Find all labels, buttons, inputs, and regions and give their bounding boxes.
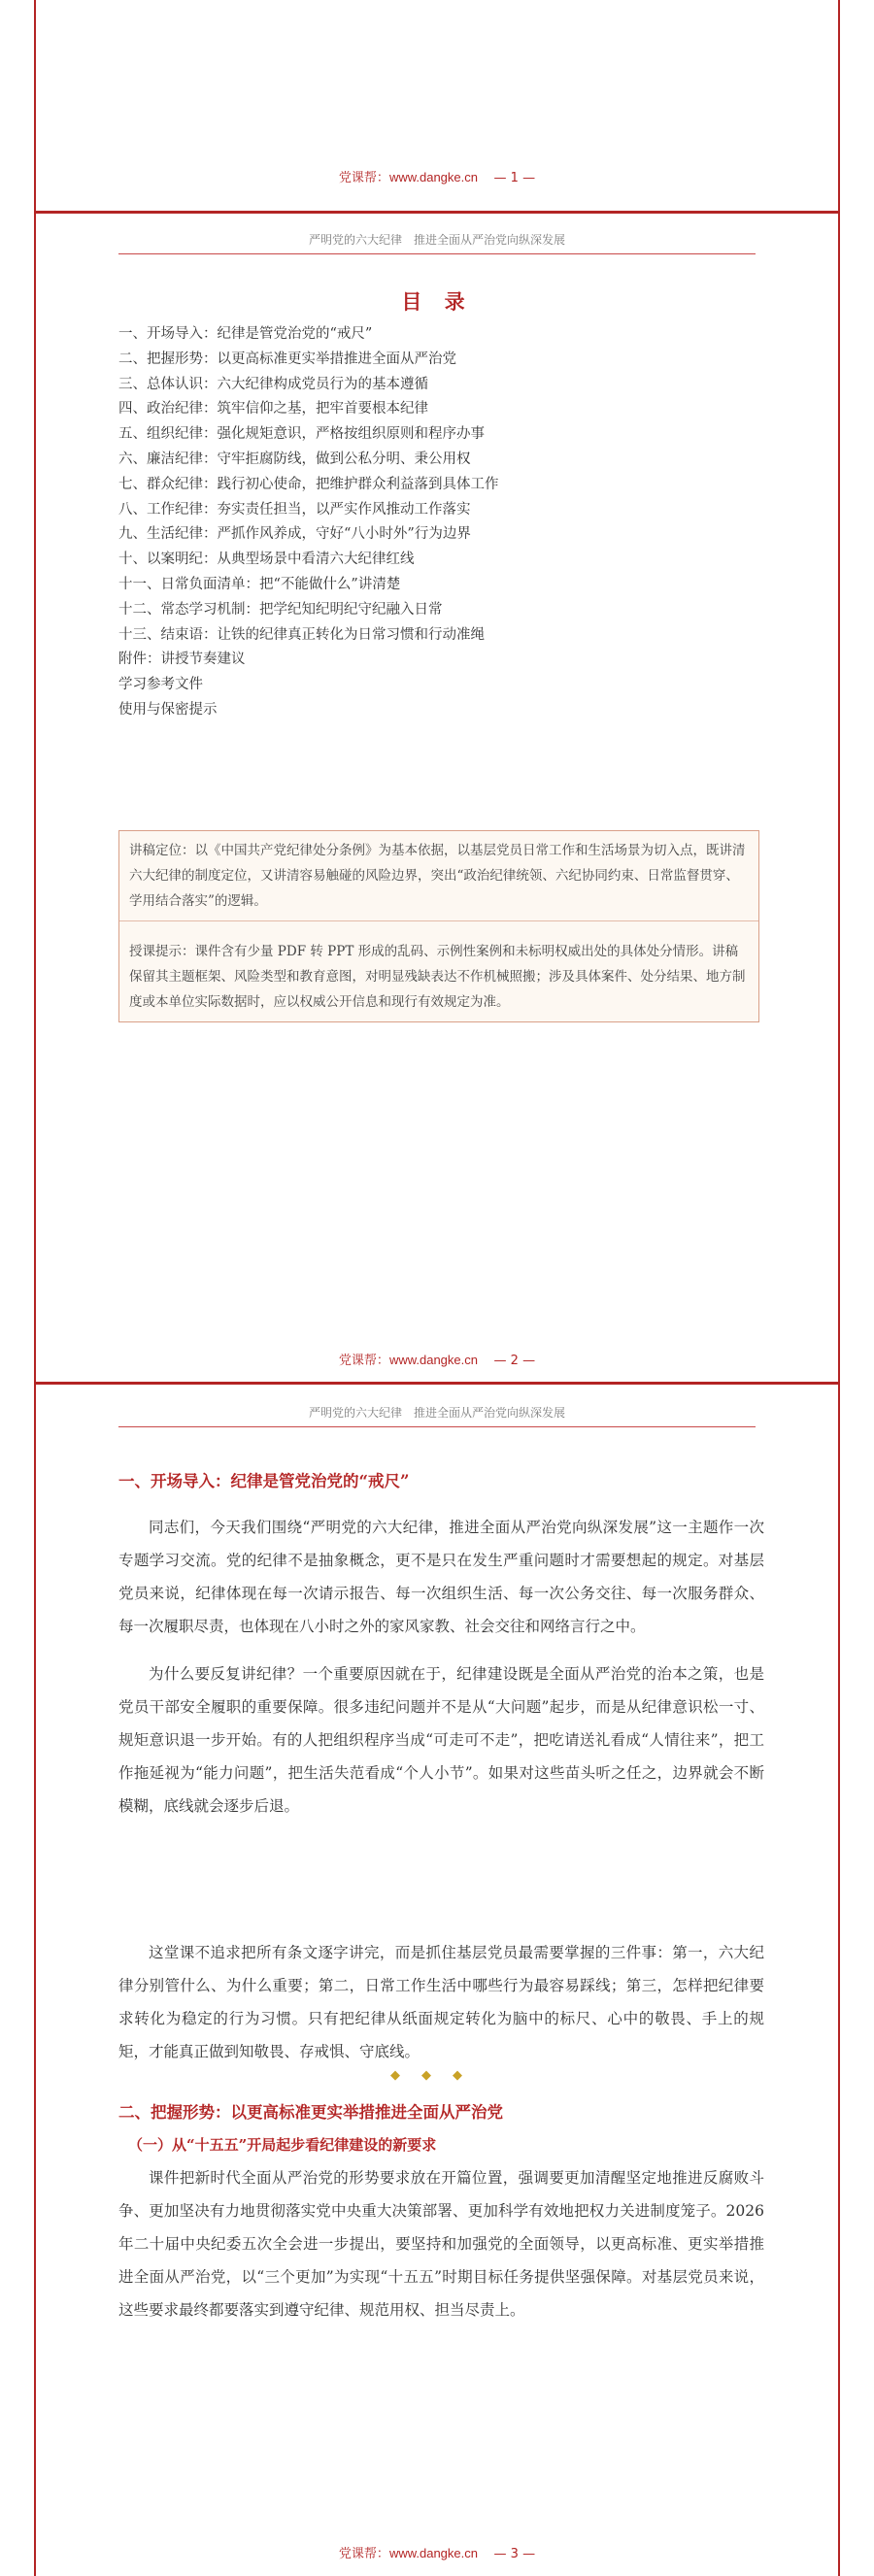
toc-item[interactable]: 七、群众纪律：践行初心使命，把维护群众利益落到具体工作 (118, 476, 499, 492)
toc-item[interactable]: 十一、日常负面清单：把“不能做什么”讲清楚 (118, 576, 401, 592)
footer-site-url[interactable]: www.dangke.cn (388, 1353, 478, 1367)
toc-item[interactable]: 五、组织纪律：强化规矩意识，严格按组织原则和程序办事 (118, 426, 485, 443)
table-of-contents (118, 322, 756, 723)
toc-item[interactable]: 二、把握形势：以更高标准更实举措推进全面从严治党 (118, 351, 456, 367)
page-number: — 2 — (493, 1354, 536, 1368)
section-heading: 二、把握形势：以更高标准更实举措推进全面从严治党 (118, 2103, 503, 2122)
page-3 (34, 1385, 840, 2576)
notes-box (118, 830, 759, 1022)
page-2 (34, 214, 840, 1383)
toc-item[interactable]: 十、以案明纪：从典型场景中看清六大纪律红线 (118, 552, 415, 568)
footer-site-label: 党课帮： (338, 1354, 389, 1368)
toc-item[interactable]: 四、政治纪律：筑牢信仰之基，把牢首要根本纪律 (118, 401, 428, 418)
page-footer (36, 2543, 838, 2561)
page-1 (34, 0, 840, 212)
footer-site-label: 党课帮： (338, 2547, 389, 2561)
body-paragraph: 课件把新时代全面从严治党的形势要求放在开篇位置，强调要更加清醒坚定地推进反腐败斗争、更加坚决有力地贯彻落实党中央重大决策部署、更加科学有效地把权力关进制度笼子。2026 年二十届中央纪委五次全会进一步提出，要坚持和加强党的全面领导，以更高标准、更实举措推进全面从严治党，以“三个更加”为实现“十五五”时期目标任务提供坚强保障。对基层党员来说，这些要求最终都要落实到遵守纪律、规范用权、担当尽责上。 (118, 2169, 764, 2319)
body-paragraph: 这堂课不追求把所有条文逐字讲完，而是抓住基层党员最需要掌握的三件事：第一，六大纪律分别管什么、为什么重要；第二，日常工作生活中哪些行为最容易踩线；第三，怎样把纪律要求转化为稳定的行为习惯。只有把纪律从纸面规定转化为脑中的标尺、心中的敬畏、手上的规矩，才能真正做到知敬畏、存戒惧、守底线。 (118, 1944, 764, 2060)
page-footer (36, 1350, 838, 1368)
toc-item[interactable]: 十三、结束语：让铁的纪律真正转化为日常习惯和行动准绳 (118, 626, 485, 643)
running-header: 严明党的六大纪律 推进全面从严治党向纵深发展 (118, 231, 756, 254)
section-heading: 一、开场导入：纪律是管党治党的“戒尺” (118, 1472, 410, 1490)
page-number: — 3 — (493, 2547, 536, 2561)
footer-site-label: 党课帮： (338, 171, 389, 185)
toc-item[interactable]: 使用与保密提示 (118, 701, 218, 718)
toc-item[interactable]: 三、总体认识：六大纪律构成党员行为的基本遵循 (118, 376, 428, 392)
body-paragraph: 同志们，今天我们围绕“严明党的六大纪律，推进全面从严治党向纵深发展”这一主题作一次专题学习交流。党的纪律不是抽象概念，更不是只在发生严重问题时才需要想起的规定。对基层党员来说，纪律体现在每一次请示报告、每一次组织生活、每一次公务交往、每一次服务群众、每一次履职尽责，也体现在八小时之外的家风家教、社会交往和网络言行之中。 (118, 1519, 764, 1635)
section-divider: ◆◆◆ (390, 2068, 484, 2083)
toc-title: 目 录 (401, 289, 473, 314)
toc-item[interactable]: 八、工作纪律：夯实责任担当，以严实作风推动工作落实 (118, 501, 471, 518)
toc-item[interactable]: 九、生活纪律：严抓作风养成，守好“八小时外”行为边界 (118, 526, 471, 543)
page-number: — 1 — (493, 171, 536, 185)
toc-item[interactable]: 十二、常态学习机制：把学纪知纪明纪守纪融入日常 (118, 601, 443, 618)
body-paragraph: 为什么要反复讲纪律？一个重要原因就在于，纪律建设既是全面从严治党的治本之策，也是党员干部安全履职的重要保障。很多违纪问题并不是从“大问题”起步，而是从纪律意识松一寸、规矩意识退一步开始。有的人把组织程序当成“可走可不走”，把吃请送礼看成“人情往来”，把工作拖延视为“能力问题”，把生活失范看成“个人小节”。如果对这些苗头听之任之，边界就会不断模糊，底线就会逐步后退。 (118, 1665, 764, 1815)
page-footer (36, 167, 838, 185)
note-instructions: 授课提示：课件含有少量 PDF 转 PPT 形成的乱码、示例性案例和未标明权威出处的具体处分情形。讲稿保留其主题框架、风险类型和教育意图，对明显残缺表达不作机械照搬；涉及具体案件、处分结果、地方制度或本单位实际数据时，应以权威公开信息和现行有效规定为准。 (119, 920, 758, 1021)
toc-item[interactable]: 六、廉洁纪律：守牢拒腐防线，做到公私分明、秉公用权 (118, 451, 471, 467)
note-positioning: 讲稿定位：以《中国共产党纪律处分条例》为基本依据，以基层党员日常工作和生活场景为切入点，既讲清六大纪律的制度定位，又讲清容易触碰的风险边界，突出“政治纪律统领、六纪协同约束、日常监督贯穿、学用结合落实”的逻辑。 (129, 843, 746, 909)
toc-item[interactable]: 学习参考文件 (118, 677, 203, 693)
toc-item[interactable]: 一、开场导入：纪律是管党治党的“戒尺” (118, 326, 373, 342)
toc-item[interactable]: 附件：讲授节奏建议 (118, 652, 246, 668)
footer-site-url[interactable]: www.dangke.cn (388, 170, 478, 184)
running-header: 严明党的六大纪律 推进全面从严治党向纵深发展 (118, 1404, 756, 1427)
footer-site-url[interactable]: www.dangke.cn (388, 2546, 478, 2560)
subsection-heading: （一）从“十五五”开局起步看纪律建设的新要求 (128, 2136, 437, 2154)
